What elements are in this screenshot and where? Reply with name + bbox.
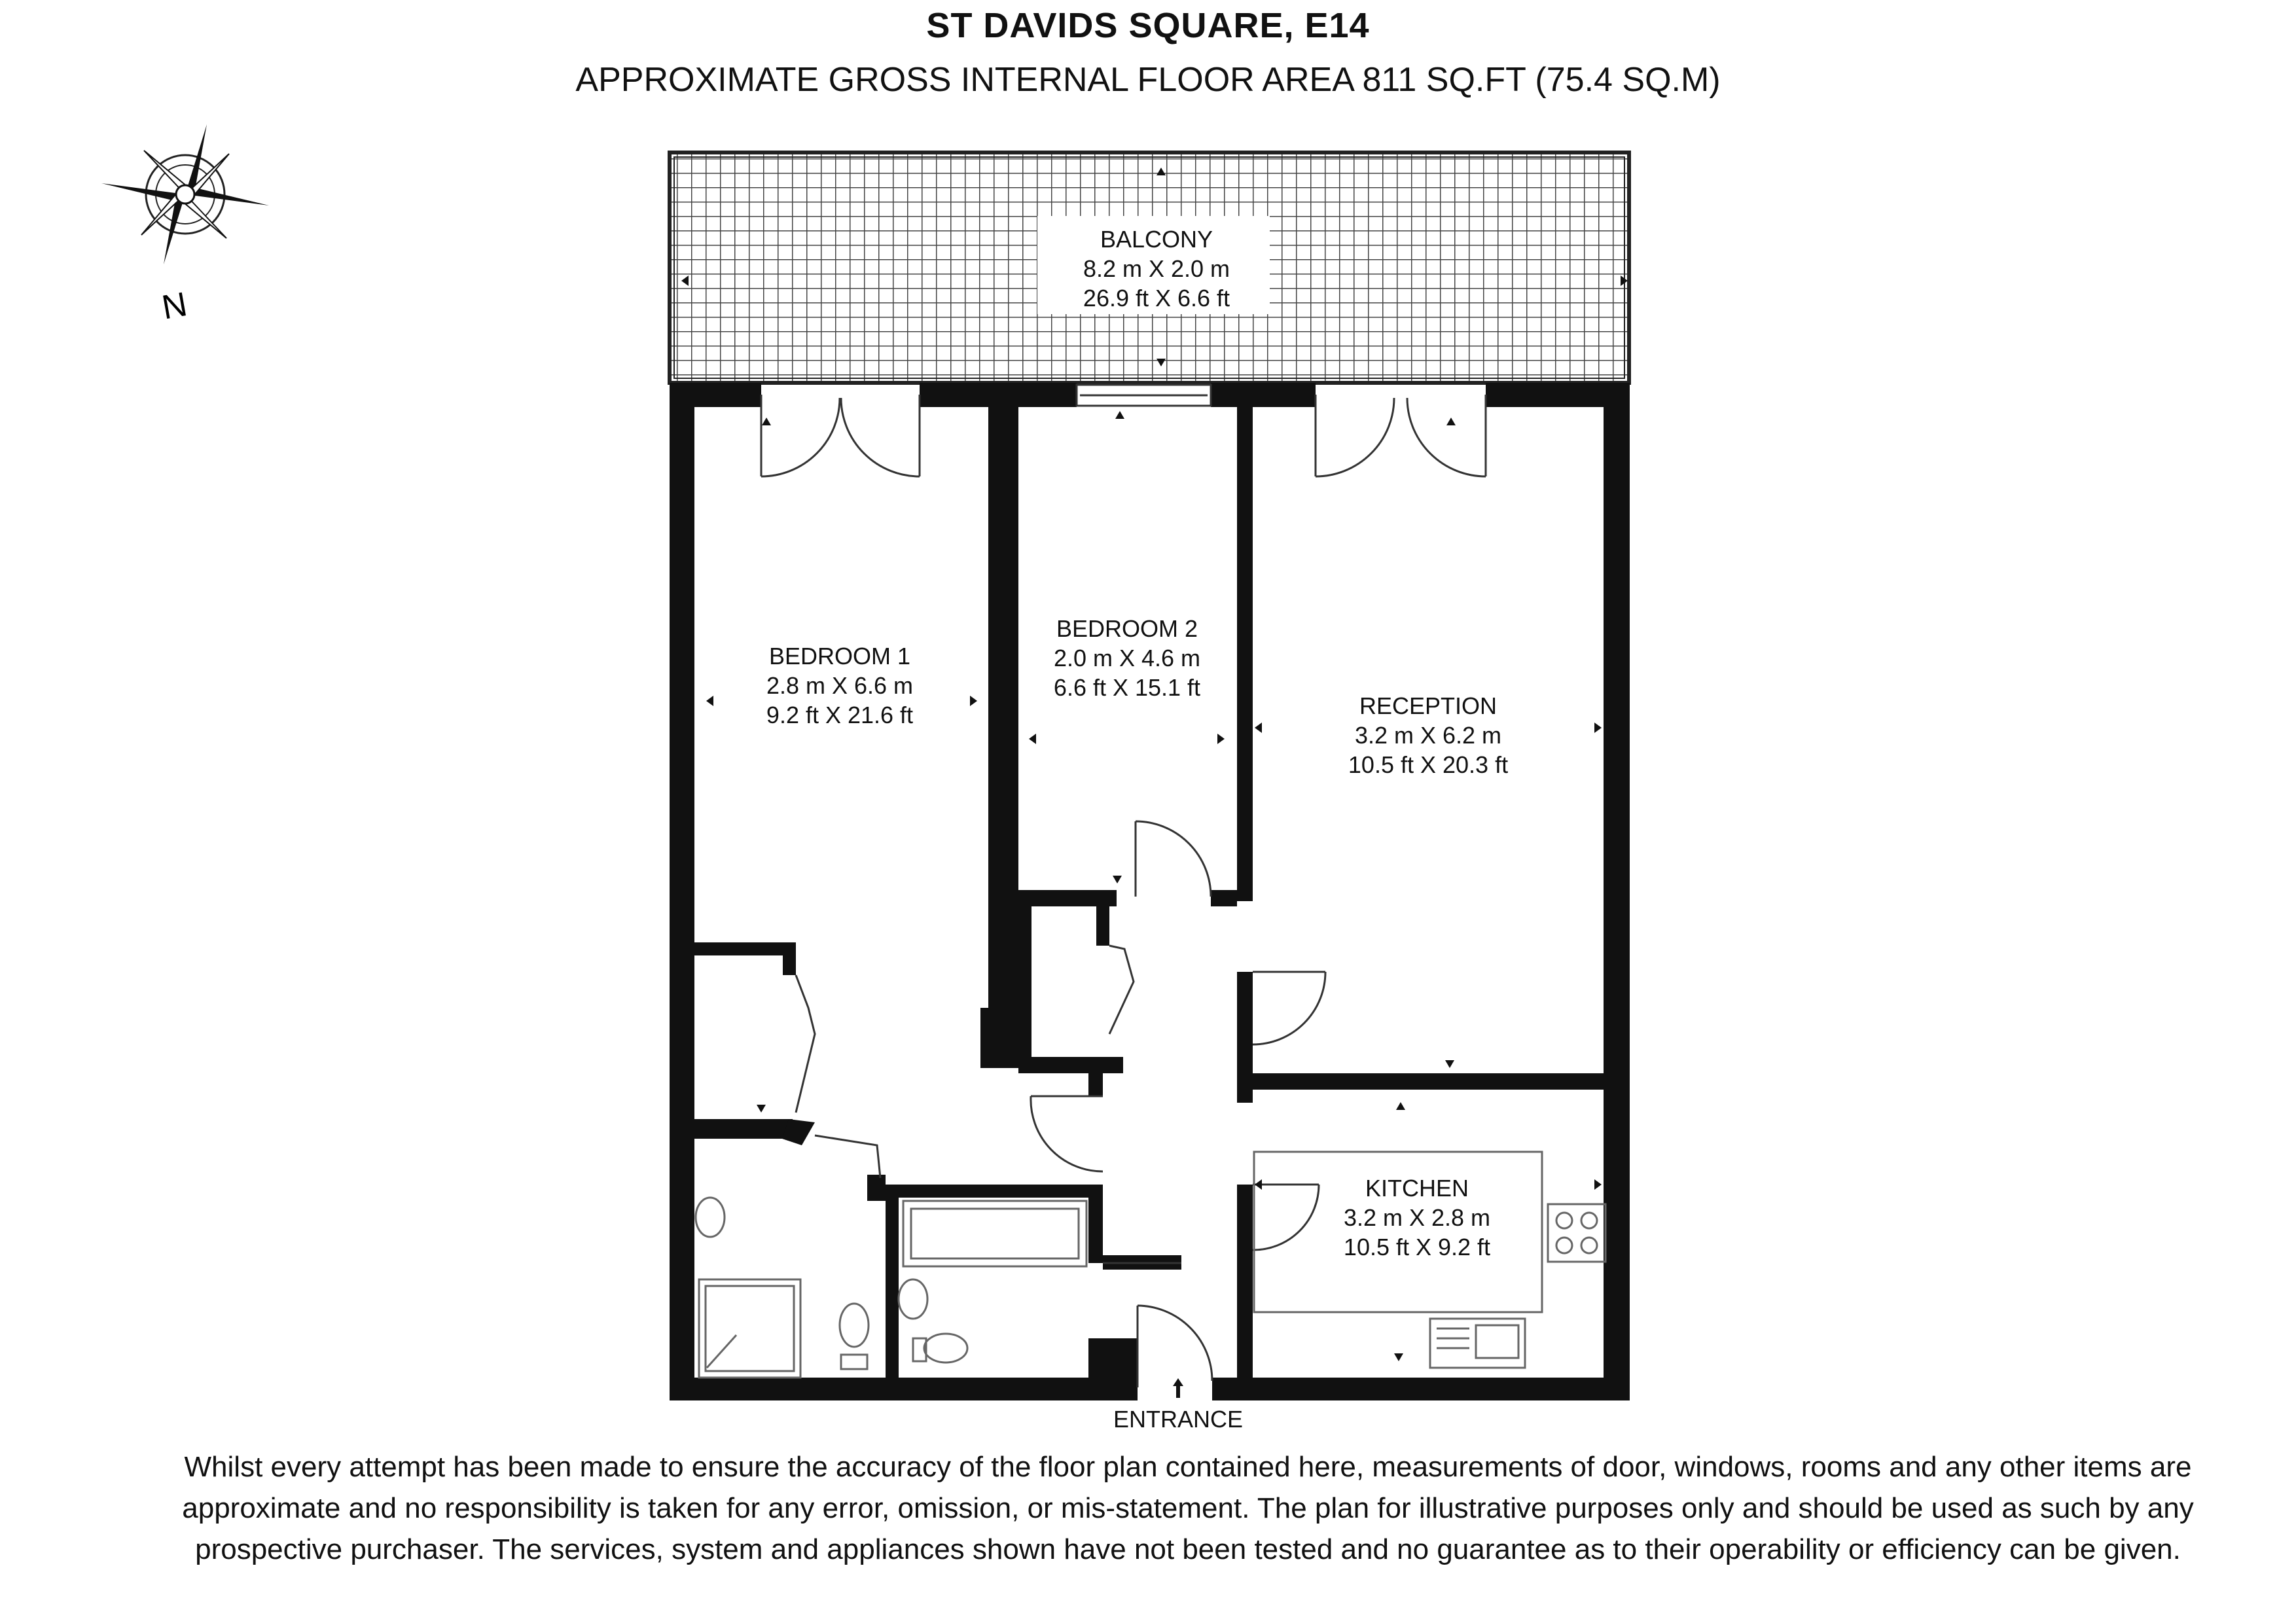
- basin: [899, 1279, 927, 1319]
- bedroom2-metric: 2.0 m X 4.6 m: [1053, 645, 1201, 671]
- floor-area-subtitle: APPROXIMATE GROSS INTERNAL FLOOR AREA 811 SQ.FT (75.4 SQ.M): [575, 61, 1721, 99]
- bedroom1-imperial: 9.2 ft X 21.6 ft: [766, 702, 914, 728]
- shower: [699, 1279, 800, 1378]
- disclaimer-text: Whilst every attempt has been made to ensure the accuracy of the floor plan contained here, measurements of door, windows, rooms and any other items are approximate and no responsibility is taken for any error, omission, or mis-statement. The plan for illustrative purposes only and should be used as such by any prospective purchaser. The services, system and appliances shown have not been tested and no guarantee as to their operability or efficiency can be given.: [182, 1451, 2194, 1565]
- plan-title: ST DAVIDS SQUARE, E14: [926, 6, 1370, 45]
- bedroom2-imperial: 6.6 ft X 15.1 ft: [1053, 674, 1201, 701]
- reception-metric: 3.2 m X 6.2 m: [1354, 722, 1502, 749]
- kitchen-name: KITCHEN: [1365, 1175, 1469, 1202]
- balcony-metric: 8.2 m X 2.0 m: [1083, 255, 1230, 282]
- hob: [1548, 1204, 1605, 1262]
- compass-rose: [101, 124, 269, 327]
- balcony-name: BALCONY: [1100, 226, 1213, 253]
- reception-imperial: 10.5 ft X 20.3 ft: [1348, 751, 1509, 778]
- compass-north-label: N: [159, 285, 190, 327]
- entrance-label: ENTRANCE: [1113, 1406, 1244, 1433]
- balcony-imperial: 26.9 ft X 6.6 ft: [1083, 285, 1230, 312]
- toilet: [924, 1334, 967, 1363]
- kitchen-metric: 3.2 m X 2.8 m: [1343, 1204, 1491, 1231]
- bedroom1-metric: 2.8 m X 6.6 m: [766, 672, 914, 699]
- bedroom1-name: BEDROOM 1: [768, 643, 911, 669]
- bedroom2-name: BEDROOM 2: [1056, 615, 1198, 642]
- kitchen-imperial: 10.5 ft X 9.2 ft: [1343, 1234, 1491, 1260]
- reception-name: RECEPTION: [1359, 692, 1498, 719]
- bathtub: [903, 1201, 1086, 1266]
